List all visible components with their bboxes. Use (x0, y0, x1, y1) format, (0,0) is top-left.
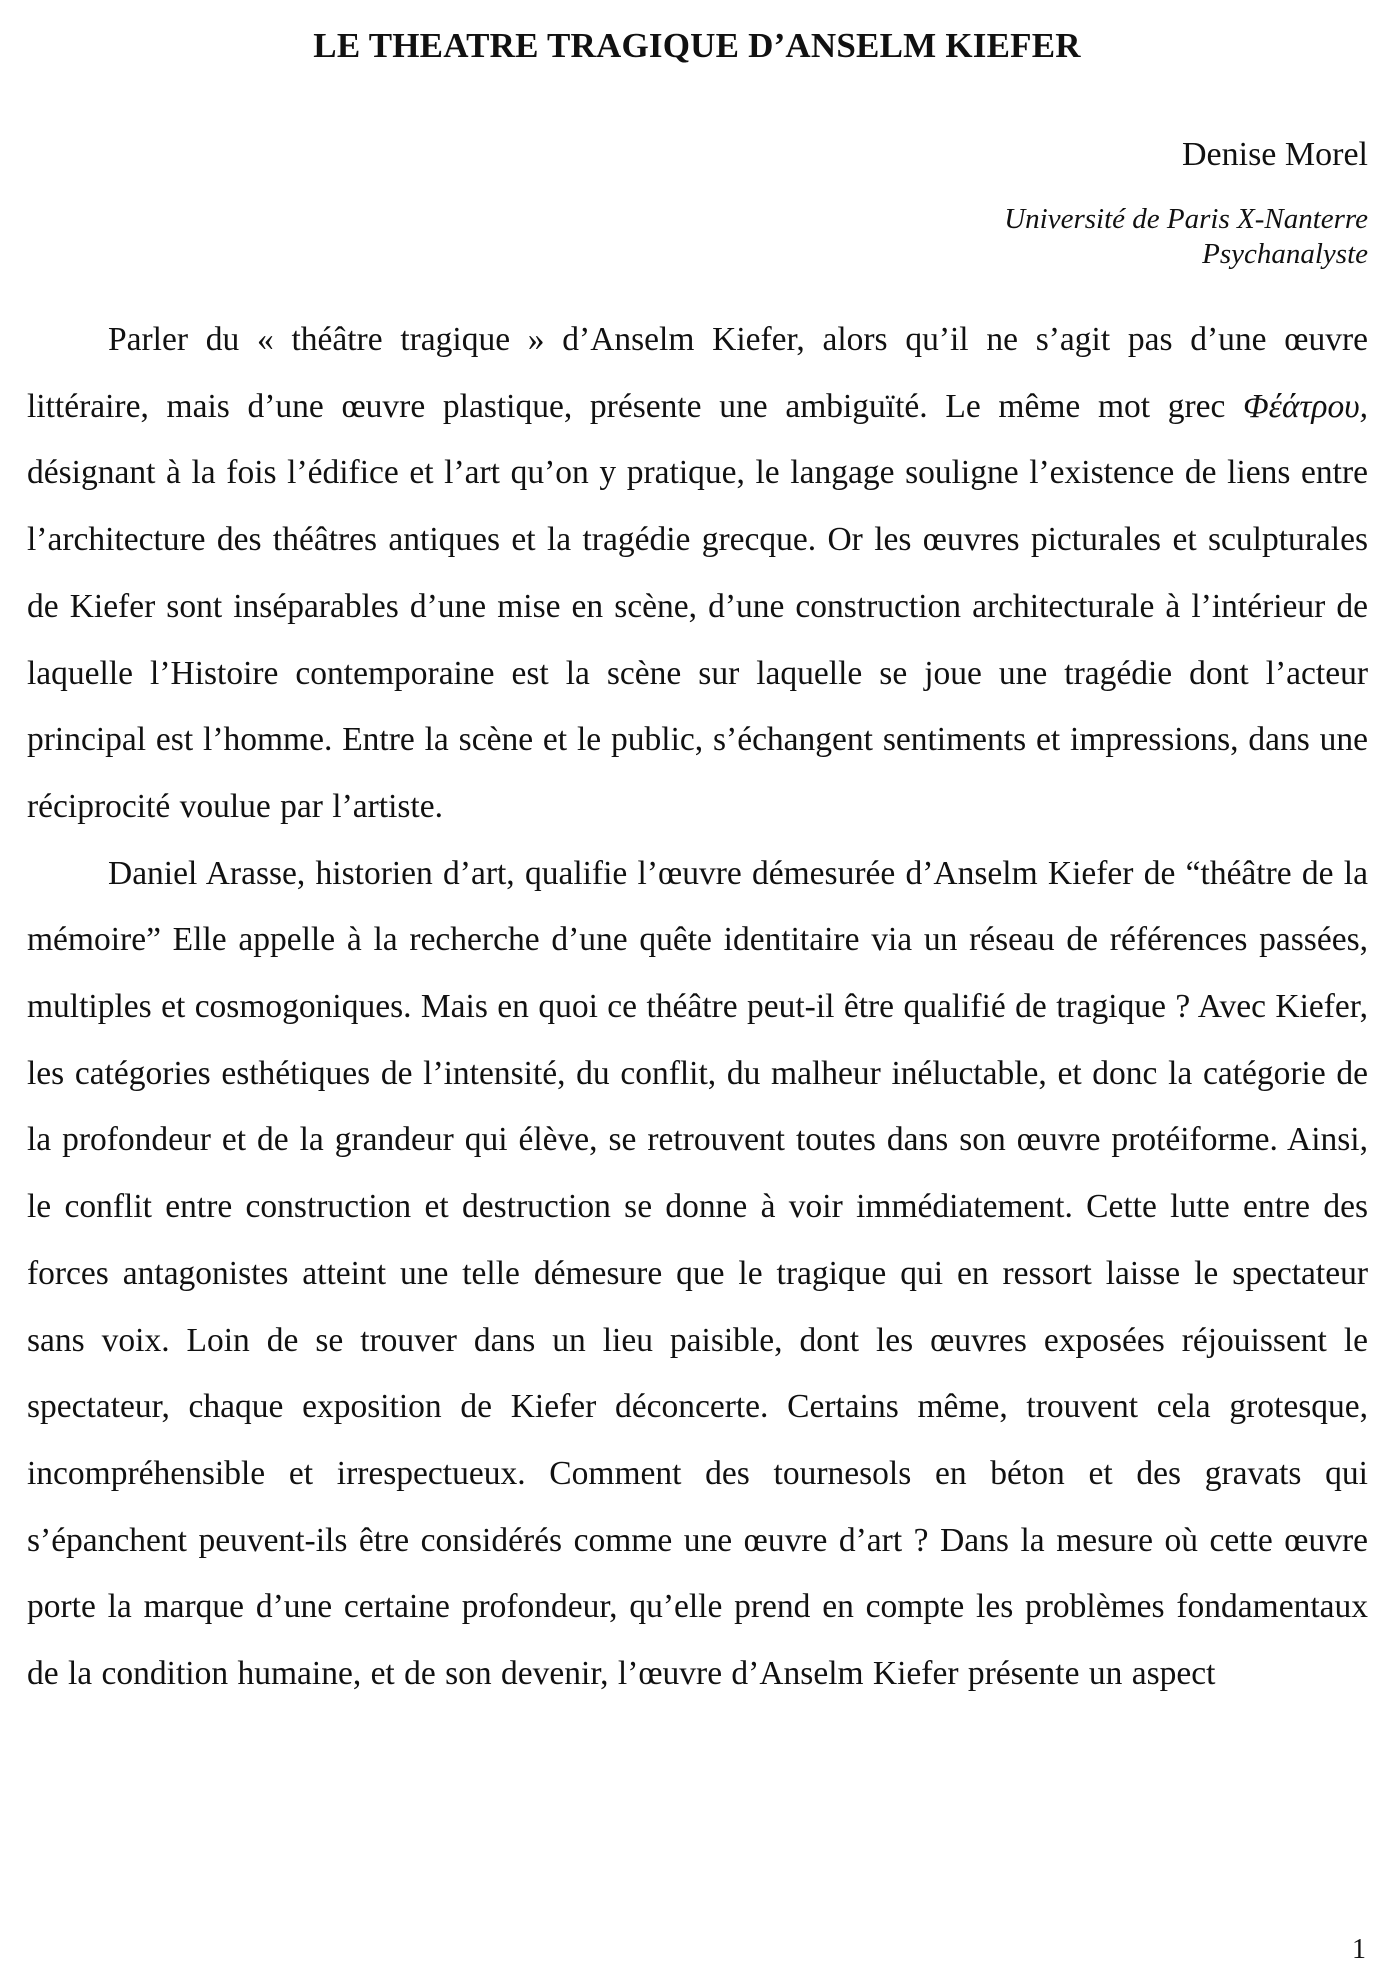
paragraph-1-part-1: Parler du « théâtre tragique » d’Anselm Kiefer, alors qu’il ne s’agit pas d’une œuvre littéraire, mais d’une œuvre plastique, présente une ambiguïté. Le même mot grec (27, 321, 1368, 425)
paragraph-2: Daniel Arasse, historien d’art, qualifie l’œuvre démesurée d’Anselm Kiefer de “théâtre de la mémoire” Elle appelle à la recherche d’une quête identitaire via un réseau de références passées, multiples et cosmogoniques. Mais en quoi ce théâtre peut-il être qualifié de tragique ? Avec Kiefer, les catégories esthétiques de l’intensité, du conflit, du malheur inéluctable, et donc la catégorie de la profondeur et de la grandeur qui élève, se retrouvent toutes dans son œuvre protéiforme. Ainsi, le conflit entre construction et destruction se donne à voir immédiatement. Cette lutte entre des forces antagonistes atteint une telle démesure que le tragique qui en ressort laisse le spectateur sans voix. Loin de se trouver dans un lieu paisible, dont les œuvres exposées réjouissent le spectateur, chaque exposition de Kiefer déconcerte. Certains même, trouvent cela grotesque, incompréhensible et irrespectueux. Comment des tournesols en béton et des gravats qui s’épanchent peuvent-ils être considérés comme une œuvre d’art ? Dans la mesure où cette œuvre porte la marque d’une certaine profondeur, qu’elle prend en compte les problèmes fondamentaux de la condition humaine, et de son devenir, l’œuvre d’Anselm Kiefer présente un aspect (27, 854, 1368, 1693)
page-number: 1 (1352, 1934, 1366, 1965)
author-affiliation (1004, 202, 1368, 272)
author-name: Denise Morel (1181, 136, 1368, 173)
paragraph-1 (27, 307, 1368, 841)
affiliation-university: Université de Paris X-Nanterre (1004, 203, 1368, 235)
document-title: LE THEATRE TRAGIQUE D’ANSELM KIEFER (313, 26, 1081, 65)
affiliation-role: Psychanalyste (1202, 238, 1368, 270)
body-text (27, 307, 1368, 1708)
paragraph-1-part-2: désignant à la fois l’édifice et l’art qu’on y pratique, le langage souligne l’existence de liens entre l’architecture des théâtres antiques et la tragédie grecque. Or les œuvres picturales et sculpturales de Kiefer sont inséparables d’une mise en scène, d’une construction architecturale à l’intérieur de laquelle l’Histoire contemporaine est la scène sur laquelle se joue une tragédie dont l’acteur principal est l’homme. Entre la scène et le public, s’échangent sentiments et impressions, dans une réciprocité voulue par l’artiste. (27, 454, 1368, 825)
greek-word: Φέάτρου, (1243, 387, 1368, 425)
